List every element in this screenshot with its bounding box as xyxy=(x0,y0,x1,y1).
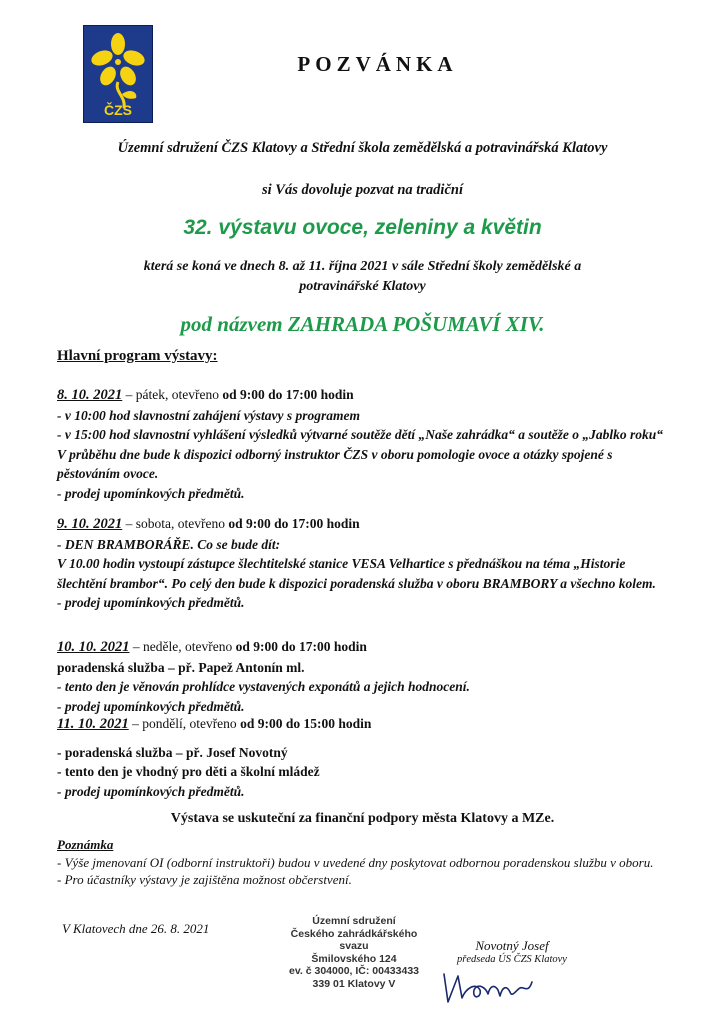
program-line: V průběhu dne bude k dispozici odborný instruktor ČZS v oboru pomologie ovoce a otázky spojené s pěstováním ovoce. xyxy=(57,446,613,481)
exhibition-subtitle: pod názvem ZAHRADA POŠUMAVÍ XIV. xyxy=(180,312,545,336)
when-where xyxy=(60,257,665,297)
page-title: POZVÁNKA xyxy=(297,52,458,76)
program-line: - prodej upomínkových předmětů. xyxy=(57,783,245,799)
stamp-line: Šmilovského 124 xyxy=(311,952,397,965)
exhibition-name: 32. výstavu ovoce, zeleniny a květin xyxy=(183,216,542,239)
notes xyxy=(57,836,677,889)
program-line: - poradenská služba – př. Josef Novotný xyxy=(57,744,288,760)
day-date: 11. 10. 2021 xyxy=(57,716,129,732)
day-hours: od 9:00 do 15:00 hodin xyxy=(240,716,372,731)
invite-line: si Vás dovoluje pozvat na tradiční xyxy=(261,182,463,198)
day-hours: od 9:00 do 17:00 hodin xyxy=(222,387,354,402)
day-date: 9. 10. 2021 xyxy=(57,516,123,532)
program-line: V 10.00 hodin vystoupí zástupce šlechtitelské stanice VESA Velhartice s přednáškou na téma „Historie šlechtění brambor“. Po celý den bude k dispozici poradenská služba v oboru BRAMBORY a všechno kolem. xyxy=(57,556,656,591)
signer-role: předseda ÚS ČZS Klatovy xyxy=(457,954,567,965)
program-day-1 xyxy=(57,385,677,503)
day-date: 8. 10. 2021 xyxy=(57,387,123,403)
program-day-3 xyxy=(57,637,677,716)
day-text: – neděle, otevřeno xyxy=(129,639,236,654)
program-day-4 xyxy=(57,714,677,801)
notes-heading: Poznámka xyxy=(57,837,114,852)
place-date: V Klatovech dne 26. 8. 2021 xyxy=(62,921,210,936)
stamp-line: Českého zahrádkářského svazu xyxy=(290,927,418,952)
when-where-line-1: která se koná ve dnech 8. až 11. října 2021 v sále Střední školy zemědělské a xyxy=(143,259,582,274)
logo-text: ČZS xyxy=(104,102,132,118)
day-date: 10. 10. 2021 xyxy=(57,639,130,655)
signer-name: Novotný Josef xyxy=(475,938,549,953)
program-line: - prodej upomínkových předmětů. xyxy=(57,698,245,714)
note-item: - Pro účastníky výstavy je zajištěna možnost občerstvení. xyxy=(57,872,352,887)
stamp-line: 339 01 Klatovy V xyxy=(312,977,396,990)
day-text: – pátek, otevřeno xyxy=(122,387,223,402)
stamp-line: ev. č 304000, IČ: 00433433 xyxy=(289,965,419,977)
note-item: - Výše jmenovaní OI (odborní instruktoři) budou v uvedené dny poskytovat odbornou poradenskou službu v oboru. xyxy=(57,854,654,870)
program-day-2 xyxy=(57,514,677,613)
program-line: - prodej upomínkových předmětů. xyxy=(57,485,245,501)
when-where-line-2: potravinářské Klatovy xyxy=(299,279,426,294)
day-text: – sobota, otevřeno xyxy=(122,516,229,531)
day-hours: od 9:00 do 17:00 hodin xyxy=(235,639,367,654)
program-line: - v 10:00 hod slavnostní zahájení výstavy s programem xyxy=(57,407,360,423)
program-line: - v 15:00 hod slavnostní vyhlášení výsledků výtvarné soutěže dětí „Naše zahrádka“ a soutěže o „Jablko roku“ xyxy=(57,427,663,442)
day-text: – pondělí, otevřeno xyxy=(128,716,241,731)
signer xyxy=(452,938,572,965)
program-line: poradenská služba – př. Papež Antonín ml. xyxy=(57,659,305,675)
program-heading: Hlavní program výstavy: xyxy=(57,348,218,364)
program-line: - prodej upomínkových předmětů. xyxy=(57,595,245,610)
stamp-line: Územní sdružení xyxy=(312,915,396,927)
program-line: - DEN BRAMBORÁŘE. Co se bude dít: xyxy=(57,536,281,552)
handwritten-signature xyxy=(436,968,546,1013)
day-hours: od 9:00 do 17:00 hodin xyxy=(228,516,360,531)
funding-note: Výstava se uskuteční za finanční podpory města Klatovy a MZe. xyxy=(170,811,555,826)
program-line: - tento den je věnován prohlídce vystavených exponátů a jejich hodnocení. xyxy=(57,679,470,694)
organization-stamp xyxy=(276,915,432,990)
organizers: Územní sdružení ČZS Klatovy a Střední škola zemědělská a potravinářská Klatovy xyxy=(117,140,608,156)
program-line: - tento den je vhodný pro děti a školní mládež xyxy=(57,764,320,779)
